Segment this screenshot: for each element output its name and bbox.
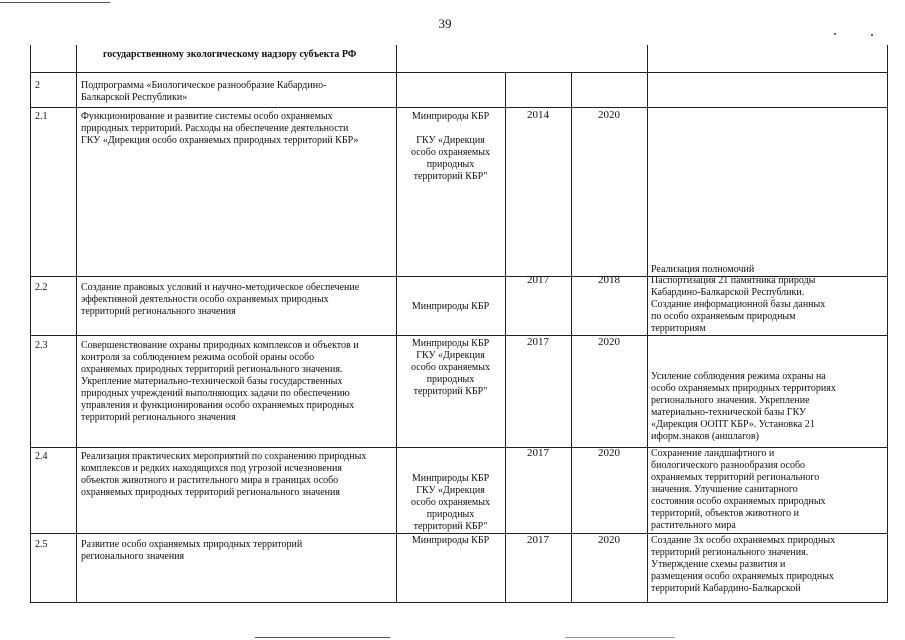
result-cell: Усиление соблюдения режима охраны на особо охраняемых природных территориях регионального значения. Укрепление материально-технической базы ГКУ «Дирекция ООПТ КБР». Установка 21 иформ.знаков (аншлагов) bbox=[651, 371, 836, 442]
scan-artifact-line bbox=[0, 2, 110, 3]
result-cell: Паспортизация 21 памятника природы Кабардино-Балкарской Республики. Создание информационной базы данных по особо охраняемым природным территориям bbox=[651, 275, 826, 334]
end-year-cell: 2020 bbox=[598, 336, 620, 348]
scan-artifact-line bbox=[255, 637, 390, 638]
row-number-cell: 2.3 bbox=[35, 340, 48, 351]
scan-artifact-line bbox=[565, 637, 675, 638]
row-divider bbox=[31, 602, 887, 603]
activity-name-cell: Функционирование и развитие системы особо охраняемых природных территорий. Расходы на обеспечение деятельности ГКУ «Дирекция особо охраняемых природных территорий КБР» bbox=[81, 111, 359, 146]
end-year-cell: 2020 bbox=[598, 534, 620, 546]
row-number-cell: 2.5 bbox=[35, 539, 48, 550]
start-year-cell: 2017 bbox=[527, 274, 549, 286]
activity-name-cell: Совершенствование охраны природных комплексов и объектов и контроля за соблюдением режима особой ораны особо охраняемых природных территорий регионального значения. Укрепление материально-технической базы государственных природных учреждений выполняющих задачи по обеспечению управления и функционирования особо охраняемых природных территорий регионального значения bbox=[81, 340, 359, 423]
result-cell: Реализация полномочий bbox=[651, 264, 755, 275]
column-divider bbox=[76, 45, 77, 603]
row-number-cell: 2 bbox=[35, 80, 40, 91]
row-number-cell: 2.4 bbox=[35, 451, 48, 462]
start-year-cell: 2014 bbox=[527, 109, 549, 121]
result-cell: Создание 3х особо охраняемых природных территорий регионального значения. Утверждение схемы развития и размещения особо охраняемых природных территорий Кабардино-Балкарской bbox=[651, 535, 836, 594]
row-divider bbox=[31, 107, 887, 108]
activity-name-cell: государственному экологическому надзору субъекта РФ bbox=[103, 49, 357, 60]
executor-cell: Минприроды КБР bbox=[411, 301, 490, 312]
start-year-cell: 2017 bbox=[527, 534, 549, 546]
scan-speck bbox=[871, 34, 873, 36]
end-year-cell: 2020 bbox=[598, 109, 620, 121]
executor-cell: Минприроды КБР ГКУ «Дирекция особо охраняемых природных территорий КБР" bbox=[411, 338, 490, 397]
row-divider bbox=[31, 72, 887, 73]
end-year-cell: 2020 bbox=[598, 447, 620, 459]
activity-name-cell: Развитие особо охраняемых природных территорий регионального значения bbox=[81, 539, 303, 562]
activities-table bbox=[30, 45, 888, 603]
row-number-cell: 2.1 bbox=[35, 111, 48, 122]
start-year-cell: 2017 bbox=[527, 336, 549, 348]
result-cell: Сохранение ландшафтного и биологического разнообразия особо охраняемых территорий регионального значения. Улучшение санитарного состояния особо охраняемых природных территорий, объектов животного и растительного мира bbox=[651, 448, 826, 531]
row-divider bbox=[31, 533, 887, 534]
activity-name-cell: Подпрограмма «Биологическое разнообразие Кабардино- Балкарской Республики» bbox=[81, 80, 327, 103]
column-divider bbox=[647, 45, 648, 603]
scan-speck bbox=[834, 33, 836, 35]
executor-cell: Минприроды КБР bbox=[411, 535, 490, 546]
page-number: 39 bbox=[438, 16, 452, 31]
activity-name-cell: Реализация практических мероприятий по сохранению природных комплексов и редких находящихся под угрозой исчезновения объектов животного и растительного мира в границах особо охраняемых природных территорий регионального значения bbox=[81, 451, 367, 498]
executor-cell: Минприроды КБР ГКУ «Дирекция особо охраняемых природных территорий КБР" bbox=[411, 473, 490, 532]
start-year-cell: 2017 bbox=[527, 447, 549, 459]
activity-name-cell: Создание правовых условий и научно-методическое обеспечение эффективной деятельности особо охраняемых природных территорий регионального значения bbox=[81, 282, 360, 317]
row-divider bbox=[31, 335, 887, 336]
executor-cell: Минприроды КБР ГКУ «Дирекция особо охраняемых природных территорий КБР" bbox=[411, 111, 490, 182]
end-year-cell: 2018 bbox=[598, 274, 620, 286]
row-number-cell: 2.2 bbox=[35, 282, 48, 293]
